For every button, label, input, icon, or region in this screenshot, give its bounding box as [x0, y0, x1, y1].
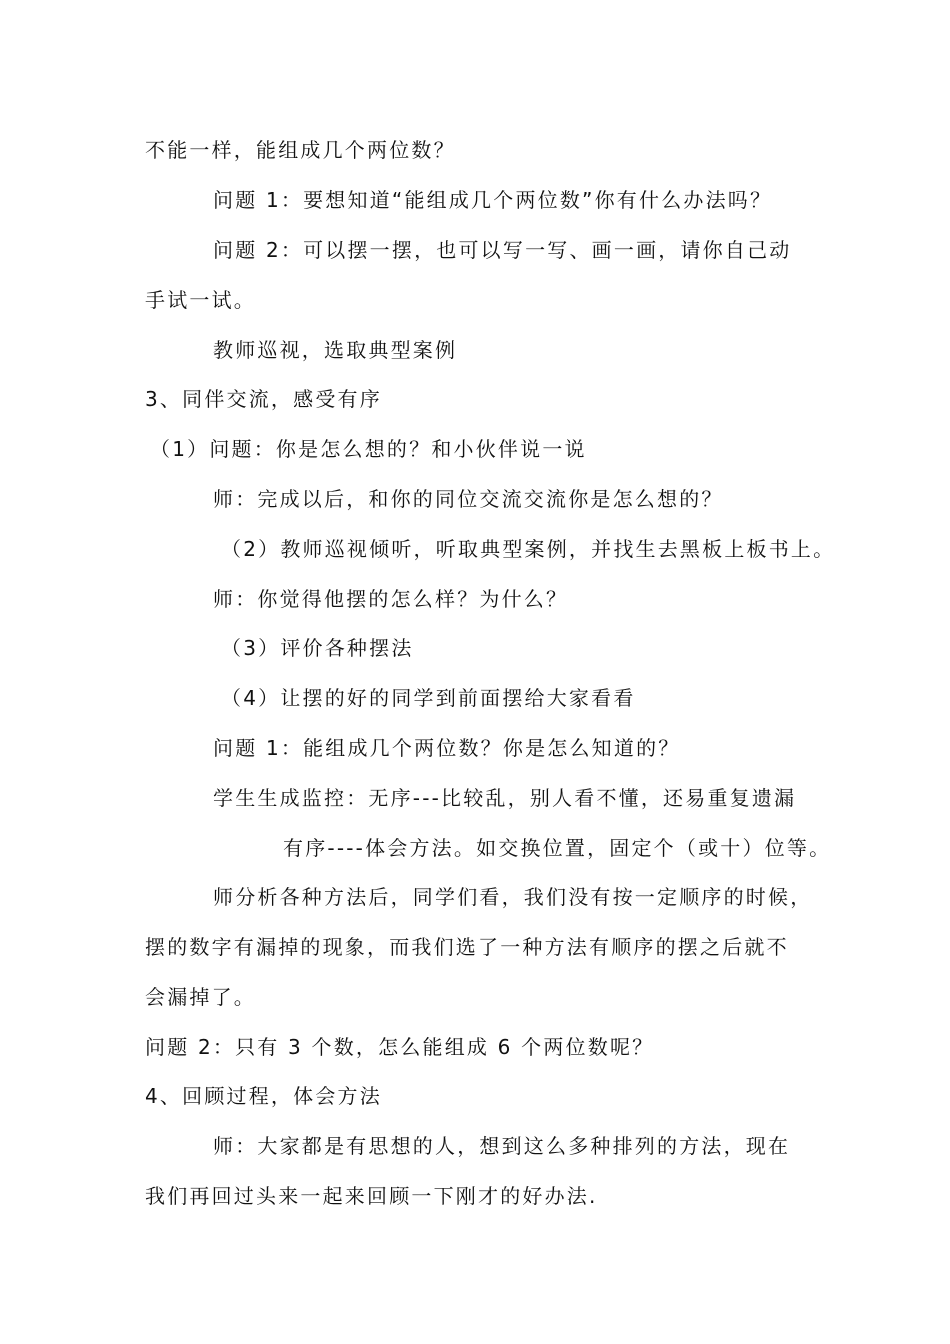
text-line: 会漏掉了。: [145, 985, 256, 1009]
text-line: 问题 1：要想知道“能组成几个两位数”你有什么办法吗？: [213, 188, 773, 212]
text-line: 问题 1：能组成几个两位数？你是怎么知道的？: [213, 736, 681, 760]
text-line: 师：你觉得他摆的怎么样？为什么？: [213, 587, 569, 611]
text-line: （1）问题：你是怎么想的？和小伙伴说一说: [150, 437, 587, 461]
text-line: 师：完成以后，和你的同位交流交流你是怎么想的？: [213, 487, 724, 511]
section-heading: 3、同伴交流，感受有序: [145, 387, 382, 411]
text-line: 手试一试。: [145, 288, 256, 312]
text-line: 不能一样，能组成几个两位数？: [145, 138, 456, 162]
text-line: 摆的数字有漏掉的现象，而我们选了一种方法有顺序的摆之后就不: [145, 935, 789, 959]
text-line: 师分析各种方法后，同学们看，我们没有按一定顺序的时候，: [213, 885, 813, 909]
text-line: （2）教师巡视倾听，听取典型案例，并找生去黑板上板书上。: [221, 537, 836, 561]
text-line: （4）让摆的好的同学到前面摆给大家看看: [221, 686, 636, 710]
text-line: 我们再回过头来一起来回顾一下刚才的好办法.: [145, 1184, 598, 1208]
text-line: （3）评价各种摆法: [221, 636, 414, 660]
text-line: 有序----体会方法。如交换位置，固定个（或十）位等。: [283, 836, 832, 860]
text-line: 师：大家都是有思想的人，想到这么多种排列的方法，现在: [213, 1134, 791, 1158]
text-line: 问题 2：可以摆一摆，也可以写一写、画一画，请你自己动: [213, 238, 792, 262]
text-line: 问题 2：只有 3 个数，怎么能组成 6 个两位数呢？: [145, 1035, 655, 1059]
section-heading: 4、回顾过程，体会方法: [145, 1084, 382, 1108]
text-line: 学生生成监控：无序---比较乱，别人看不懂，还易重复遗漏: [213, 786, 797, 810]
text-line: 教师巡视，选取典型案例: [213, 338, 458, 362]
